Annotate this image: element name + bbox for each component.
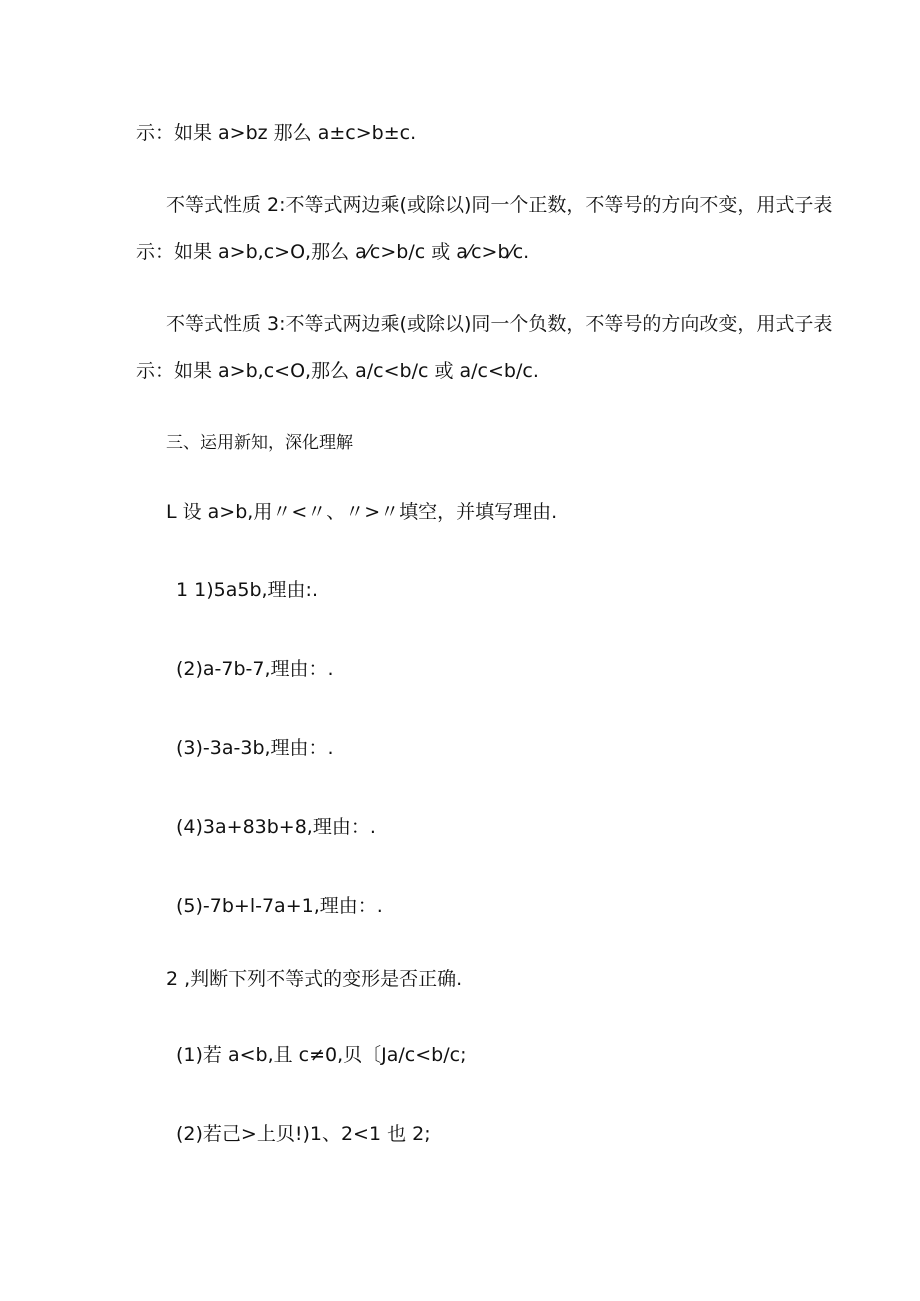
- exercise-1-item-1: 1 1)5a5b,理由:.: [176, 579, 318, 601]
- text-line-property2-statement: 不等式性质 2:不等式两边乘(或除以)同一个正数，不等号的方向不变，用式子表: [166, 194, 833, 216]
- exercise-1-item-3: (3)-3a-3b,理由：.: [176, 737, 334, 759]
- exercise-1-item-2: (2)a-7b-7,理由：.: [176, 658, 334, 680]
- exercise-2-item-1: (1)若 a<b,且 c≠0,贝〔Ja/c<b/c;: [176, 1044, 467, 1066]
- exercise-2-item-2: (2)若己>上贝!)1、2<1 也 2;: [176, 1123, 431, 1145]
- exercise-2-prompt: 2 ,判断下列不等式的变形是否正确.: [166, 968, 463, 990]
- text-line-property3-formula: 示：如果 a>b,c<O,那么 a/c<b/c 或 a/c<b/c.: [136, 360, 539, 382]
- exercise-1-item-5: (5)-7b+l-7a+1,理由：.: [176, 895, 383, 917]
- text-line-property2-formula: 示：如果 a>b,c>O,那么 a⁄c>b/c 或 a⁄c>b⁄c.: [136, 241, 530, 263]
- exercise-1-item-4: (4)3a+83b+8,理由：.: [176, 816, 376, 838]
- text-line-property3-statement: 不等式性质 3:不等式两边乘(或除以)同一个负数，不等号的方向改变，用式子表: [166, 313, 833, 335]
- exercise-1-prompt: L 设 a>b,用〃<〃、〃>〃填空，并填写理由.: [166, 501, 558, 523]
- text-line-property1-formula: 示：如果 a>bz 那么 a±c>b±c.: [136, 122, 417, 144]
- section-heading: 三、运用新知，深化理解: [166, 433, 353, 453]
